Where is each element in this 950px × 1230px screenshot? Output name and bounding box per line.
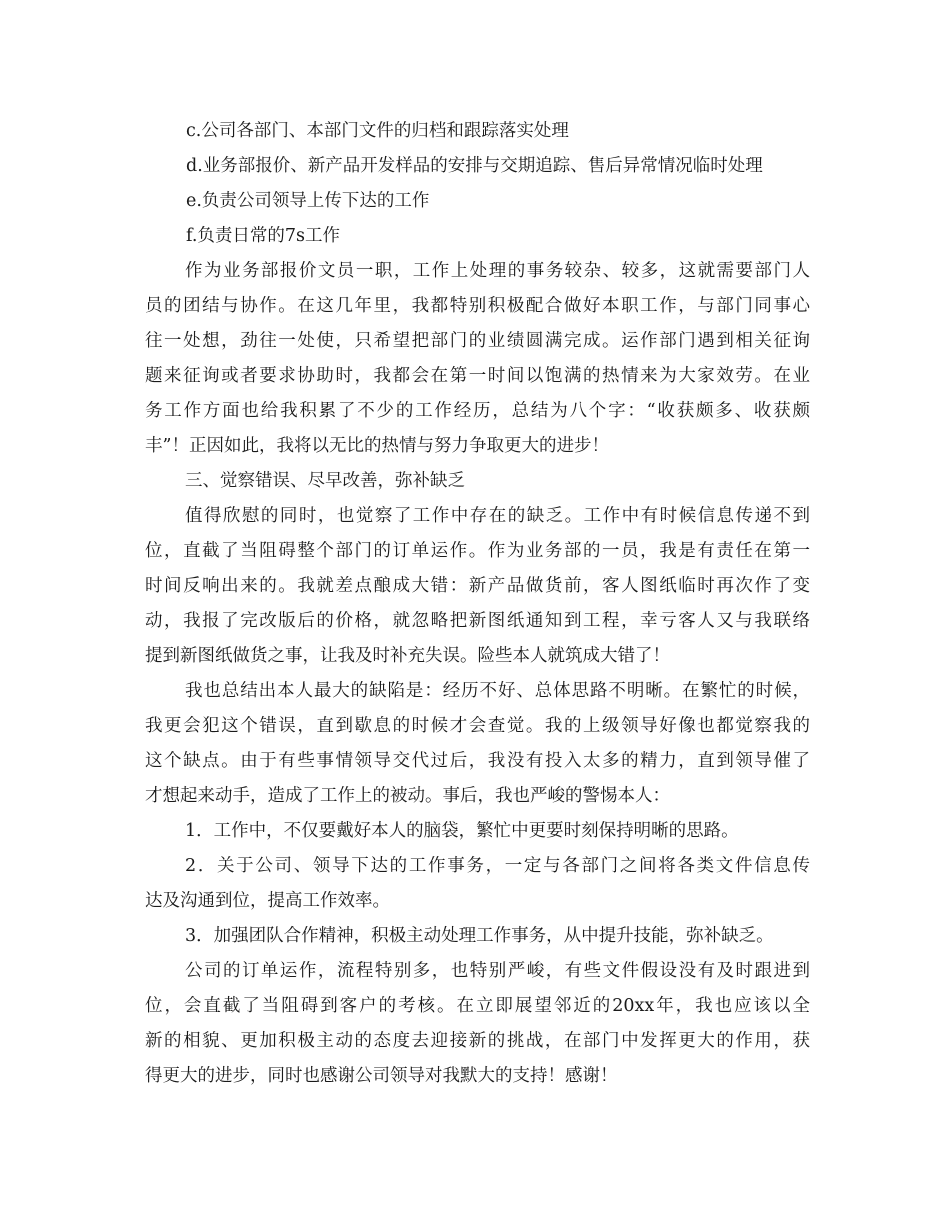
paragraph-line: 我也总结出本人最大的缺陷是：经历不好、总体思路不明晰。在繁忙的时候， — [185, 681, 810, 701]
paragraph-line: 得更大的进步，同时也感谢公司领导对我默大的支持！感谢！ — [145, 1066, 618, 1086]
paragraph-line: 这个缺点。由于有些事情领导交代过后，我没有投入太多的精力，直到领导催了 — [145, 751, 810, 771]
paragraph-line: 员的团结与协作。在这几年里，我都特别积极配合做好本职工作，与部门同事心 — [145, 296, 810, 316]
section-heading: 三、觉察错误、尽早改善，弥补缺乏 — [185, 471, 465, 491]
paragraph-line: 动，我报了完改版后的价格，就忽略把新图纸通知到工程，幸亏客人又与我联络 — [145, 611, 810, 631]
paragraph-line: 新的相貌、更加积极主动的态度去迎接新的挑战，在部门中发挥更大的作用，获 — [145, 1031, 810, 1051]
paragraph-line: 往一处想，劲往一处使，只希望把部门的业绩圆满完成。运作部门遇到相关征询 — [145, 331, 810, 351]
paragraph-line: 时间反响出来的。我就差点酿成大错：新产品做货前，客人图纸临时再次作了变 — [145, 576, 810, 596]
numbered-item-1: 1．工作中，不仅要戴好本人的脑袋，繁忙中更要时刻保持明晰的思路。 — [185, 821, 739, 841]
list-item-e: e.负责公司领导上传下达的工作 — [186, 191, 430, 211]
paragraph-line: 才想起来动手，造成了工作上的被动。事后，我也严峻的警惕本人： — [145, 786, 670, 806]
document-body — [145, 114, 810, 1094]
list-item-f: f.负责日常的7s工作 — [186, 226, 341, 246]
paragraph-line: 作为业务部报价文员一职，工作上处理的事务较杂、较多，这就需要部门人 — [185, 261, 810, 281]
list-item-d: d.业务部报价、新产品开发样品的安排与交期追踪、售后异常情况临时处理 — [186, 156, 763, 176]
paragraph-line: 题来征询或者要求协助时，我都会在第一时间以饱满的热情来为大家效劳。在业 — [145, 366, 810, 386]
numbered-item-3: 3．加强团队合作精神，积极主动处理工作事务，从中提升技能，弥补缺乏。 — [185, 926, 774, 946]
paragraph-line: 公司的订单运作，流程特别多，也特别严峻，有些文件假设没有及时跟进到 — [185, 961, 810, 981]
paragraph-line: 值得欣慰的同时，也觉察了工作中存在的缺乏。工作中有时候信息传递不到 — [185, 506, 810, 526]
paragraph-line: 我更会犯这个错误，直到歇息的时候才会查觉。我的上级领导好像也都觉察我的 — [145, 716, 810, 736]
paragraph-line: 丰”！正因如此，我将以无比的热情与努力争取更大的进步！ — [145, 436, 609, 456]
numbered-item-2: 2．关于公司、领导下达的工作事务，一定与各部门之间将各类文件信息传 — [185, 856, 810, 876]
paragraph-line: 位，会直截了当阻碍到客户的考核。在立即展望邻近的20xx年，我也应该以全 — [145, 996, 810, 1016]
paragraph-line: 提到新图纸做货之事，让我及时补充失误。险些本人就筑成大错了！ — [145, 646, 670, 666]
list-item-c: c.公司各部门、本部门文件的归档和跟踪落实处理 — [186, 121, 569, 141]
paragraph-line: 位，直截了当阻碍整个部门的订单运作。作为业务部的一员，我是有责任在第一 — [145, 541, 810, 561]
numbered-item-2-continued: 达及沟通到位，提高工作效率。 — [145, 891, 390, 911]
paragraph-line: 务工作方面也给我积累了不少的工作经历，总结为八个字：“收获颇多、收获颇 — [145, 401, 810, 421]
